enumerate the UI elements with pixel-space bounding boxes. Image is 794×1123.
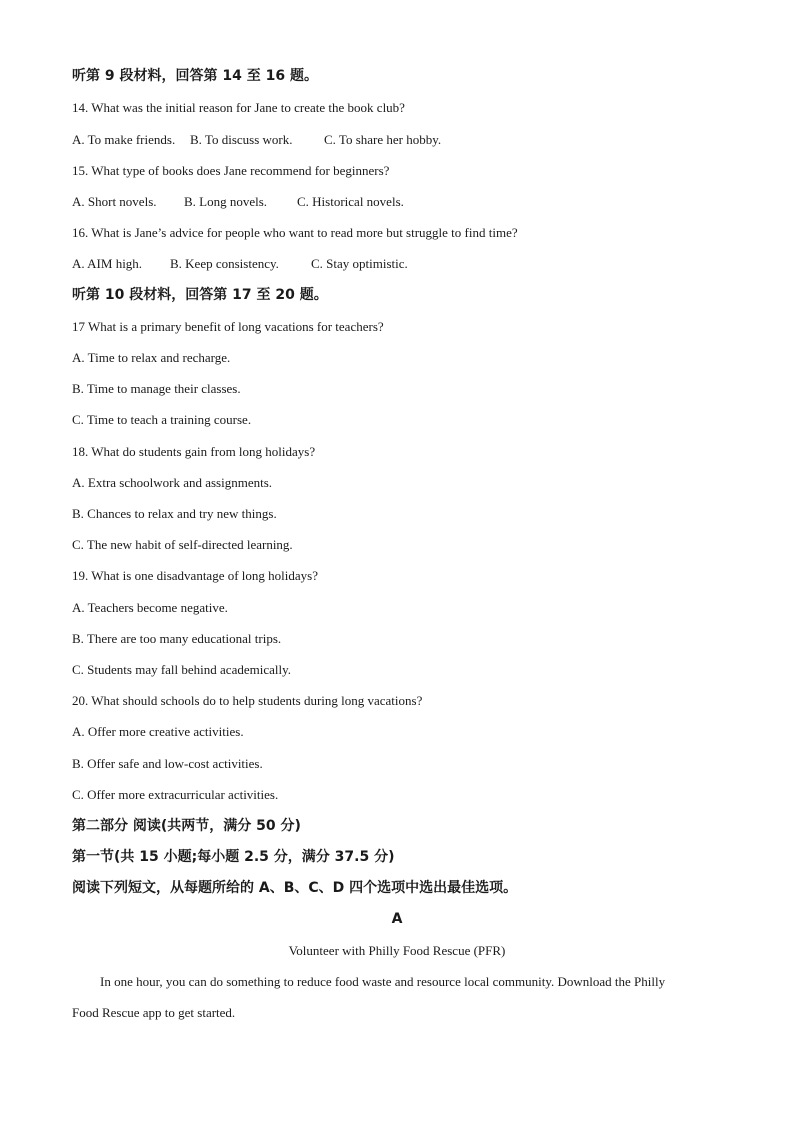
section-10-heading: 听第 10 段材料，回答第 17 至 20 题。 [72, 287, 328, 303]
part-2-section-1-heading: 第一节(共 15 小题;每小题 2.5 分，满分 37.5 分) [72, 849, 395, 865]
question-14-options [72, 132, 441, 148]
option-b: B. Keep consistency. [170, 256, 279, 271]
option-a: A. To make friends. [72, 132, 176, 147]
question-18-stem: 18. What do students gain from long holidays? [72, 444, 316, 459]
question-17-option-c: C. Time to teach a training course. [72, 412, 252, 427]
question-20-option-a: A. Offer more creative activities. [72, 724, 244, 739]
question-19-option-a: A. Teachers become negative. [72, 600, 228, 615]
passage-paragraph-line-1: In one hour, you can do something to reduce food waste and resource local community. Download the Philly [100, 974, 666, 989]
option-b: B. To discuss work. [190, 132, 293, 147]
question-17-stem: 17 What is a primary benefit of long vacations for teachers? [72, 319, 384, 334]
question-18-option-b: B. Chances to relax and try new things. [72, 506, 277, 521]
question-20-option-b: B. Offer safe and low-cost activities. [72, 756, 263, 771]
option-c: C. Stay optimistic. [311, 256, 408, 271]
option-c: C. Historical novels. [297, 194, 404, 209]
question-20-stem: 20. What should schools do to help students during long vacations? [72, 693, 423, 708]
question-17-option-b: B. Time to manage their classes. [72, 381, 241, 396]
section-9-heading: 听第 9 段材料，回答第 14 至 16 题。 [72, 68, 318, 84]
question-19-option-b: B. There are too many educational trips. [72, 631, 282, 646]
option-a: A. AIM high. [72, 256, 143, 271]
question-19-option-c: C. Students may fall behind academically. [72, 662, 292, 677]
question-16-options [72, 256, 408, 272]
option-b: B. Long novels. [184, 194, 268, 209]
question-15-options [72, 194, 404, 210]
question-18-option-c: C. The new habit of self-directed learning. [72, 537, 293, 552]
reading-instruction: 阅读下列短文，从每题所给的 A、B、C、D 四个选项中选出最佳选项。 [72, 880, 518, 896]
question-19-stem: 19. What is one disadvantage of long holidays? [72, 568, 318, 583]
question-20-option-c: C. Offer more extracurricular activities. [72, 787, 279, 802]
question-14-stem: 14. What was the initial reason for Jane to create the book club? [72, 100, 405, 115]
option-a: A. Short novels. [72, 194, 157, 209]
question-18-option-a: A. Extra schoolwork and assignments. [72, 475, 273, 490]
passage-title: Volunteer with Philly Food Rescue (PFR) [288, 943, 506, 958]
part-2-title: 第二部分 阅读(共两节，满分 50 分) [72, 818, 301, 834]
question-17-option-a: A. Time to relax and recharge. [72, 350, 231, 365]
question-15-stem: 15. What type of books does Jane recommend for beginners? [72, 163, 390, 178]
passage-letter: A [391, 911, 403, 927]
question-16-stem: 16. What is Jane’s advice for people who want to read more but struggle to find time? [72, 225, 518, 240]
passage-paragraph-line-2: Food Rescue app to get started. [72, 1005, 236, 1020]
option-c: C. To share her hobby. [324, 132, 442, 147]
